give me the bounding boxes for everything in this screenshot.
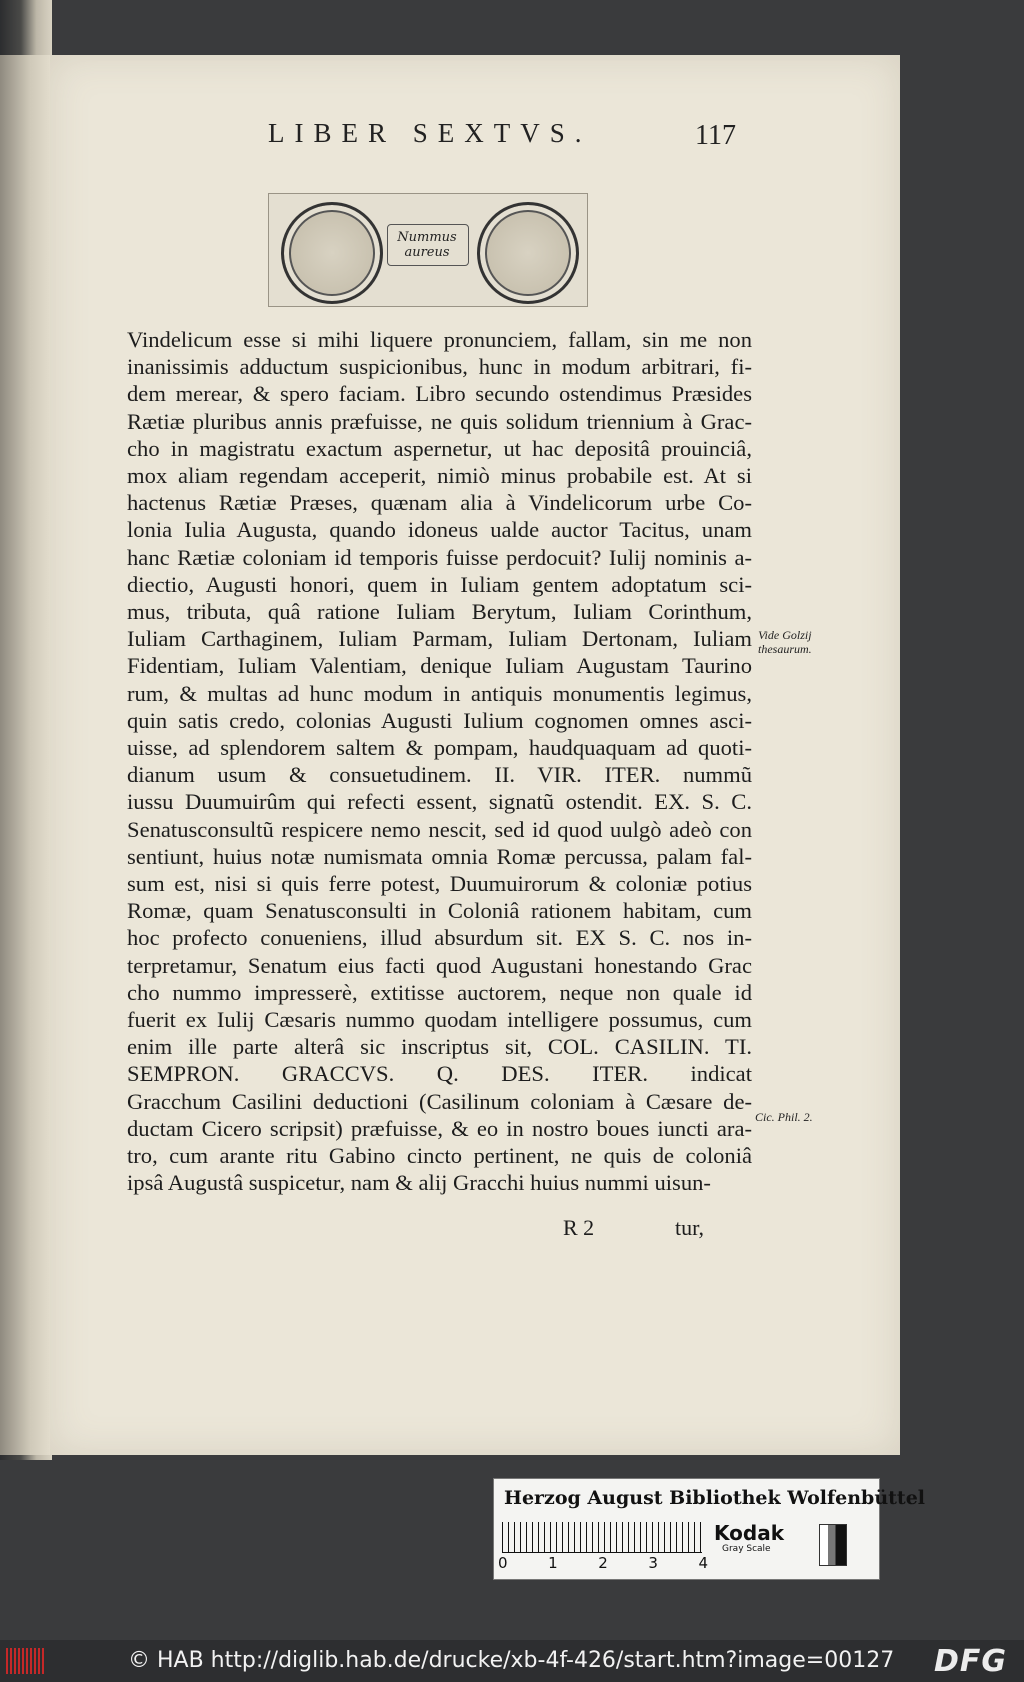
marginal-note-line: Vide Golzij [758,628,812,642]
text-line: ipsâ Augustâ suspicetur, nam & alij Gracchi huius nummi uisun- [127,1170,711,1196]
text-line: fuerit ex Iulij Cæsaris nummo quodam intelligere possumus, cum [127,1007,752,1033]
text-line: mus, tributa, quâ ratione Iuliam Berytum, Iuliam Corinthum, [127,599,752,625]
barcode-icon [6,1648,44,1674]
ruler-number: 3 [648,1554,658,1572]
ruler-numbers [498,1554,708,1572]
library-label [493,1478,925,1580]
body-text [127,326,752,1197]
text-line: sentiunt, huius notæ numismata omnia Romæ percussa, palam fal- [127,843,752,869]
text-line: terpretamur, Senatum eius facti quod Augustani honestando Grac [127,952,752,978]
text-line: hanc Rætiæ coloniam id temporis fuisse perdocuit? Iulij nominis a- [127,544,752,570]
coin-label [381,230,473,260]
measuring-ruler [502,1522,702,1553]
text-line: dem merear, & spero faciam. Libro secundo ostendimus Præsides [127,381,752,407]
text-line: hoc profecto conueniens, illud absurdum sit. EX S. C. nos in- [127,925,752,951]
text-line: lonia Iulia Augusta, quando idoneus ualde auctor Tacitus, unam [127,517,752,543]
coin-label-line: aureus [404,245,450,260]
text-line: cho nummo impresserè, extitisse auctorem, neque non quale id [127,979,752,1005]
text-line: diectio, Augusti honori, quem in Iuliam gentem adoptatum sci- [127,571,752,597]
running-head: LIBER SEXTVS. [268,118,592,148]
marginal-note-line: thesaurum. [758,642,812,656]
library-name: Herzog August Bibliothek Wolfenbüttel [504,1487,925,1509]
gray-scale-text: Gray Scale [722,1544,771,1554]
text-line: Vindelicum esse si mihi liquere pronunciem, fallam, sin me non [127,327,752,352]
coin-engraving [268,193,588,307]
text-line: uisse, ad splendorem saltem & pompam, haudquaquam ad quoti- [127,735,752,761]
text-line: Iuliam Carthaginem, Iuliam Parmam, Iuliam Dertonam, Iuliam [127,626,752,652]
text-line: mox aliam regendam acceperit, nimiò minus probabile est. At si [127,463,752,489]
text-line: Gracchum Casilini deductioni (Casilinum coloniam à Cæsare de- [127,1088,752,1114]
footer-url[interactable]: © HAB http://diglib.hab.de/drucke/xb-4f-426/start.htm?image=00127 [128,1648,895,1673]
ruler-number: 1 [548,1554,558,1572]
text-line: ductam Cicero scripsit) præfuisse, & eo in nostro boues iuncti ara- [127,1115,752,1141]
text-line: inanissimis adductum suspicionibus, hunc in modum arbitrari, fi- [127,354,752,380]
text-line: sum est, nisi si quis ferre potest, Duumuirorum & coloniæ potius [127,871,752,897]
dfg-logo: DFG [934,1644,1008,1679]
signature-mark: R 2 [563,1215,595,1240]
footer-bar [0,1640,1024,1682]
text-line: rum, & multas ad hunc modum in antiquis monumentis legimus, [127,680,752,706]
text-line: tro, cum arante ritu Gabino cincto pertinent, ne quis de coloniâ [127,1143,752,1169]
marginal-note [758,628,812,656]
marginal-note: Cic. Phil. 2. [755,1110,813,1124]
text-line: iussu Duumuirûm qui refecti essent, signatũ ostendit. EX. S. C. [127,789,752,815]
text-line: quin satis credo, colonias Augusti Iulium cognomen omnes asci- [127,707,752,733]
gray-scale-patch [819,1524,847,1566]
previous-page-edge [0,55,50,1455]
coin-reverse-image [477,202,579,304]
text-line: enim ille parte alterâ sic inscriptus sit, COL. CASILIN. TI. [127,1034,752,1060]
text-line: Senatusconsultũ respicere nemo nescit, sed id quod uulgò adeò con [127,816,752,842]
text-line: hactenus Rætiæ Præses, quænam alia à Vindelicorum urbe Co- [127,490,752,516]
text-line: SEMPRON. GRACCVS. Q. DES. ITER. indicat [127,1061,752,1087]
text-line: Romæ, quam Senatusconsulti in Coloniâ rationem habitam, cum [127,898,752,924]
text-line: cho in magistratu exactum aspernetur, ut hac depositâ prouinciâ, [127,435,752,461]
coin-label-line: Nummus [397,230,457,245]
ruler-number: 0 [498,1554,508,1572]
text-line: Rætiæ pluribus annis præfuisse, ne quis solidum triennium à Grac- [127,408,752,434]
ruler-number: 2 [598,1554,608,1572]
catchword: tur, [675,1215,705,1240]
page-number: 117 [695,120,736,151]
coin-obverse-image [281,202,383,304]
text-line: dianum usum & consuetudinem. II. VIR. ITER. nummũ [127,762,752,788]
ruler-number: 4 [698,1554,708,1572]
kodak-brand: Kodak [714,1521,784,1545]
text-line: Fidentiam, Iuliam Valentiam, denique Iuliam Augustam Taurino [127,653,752,679]
